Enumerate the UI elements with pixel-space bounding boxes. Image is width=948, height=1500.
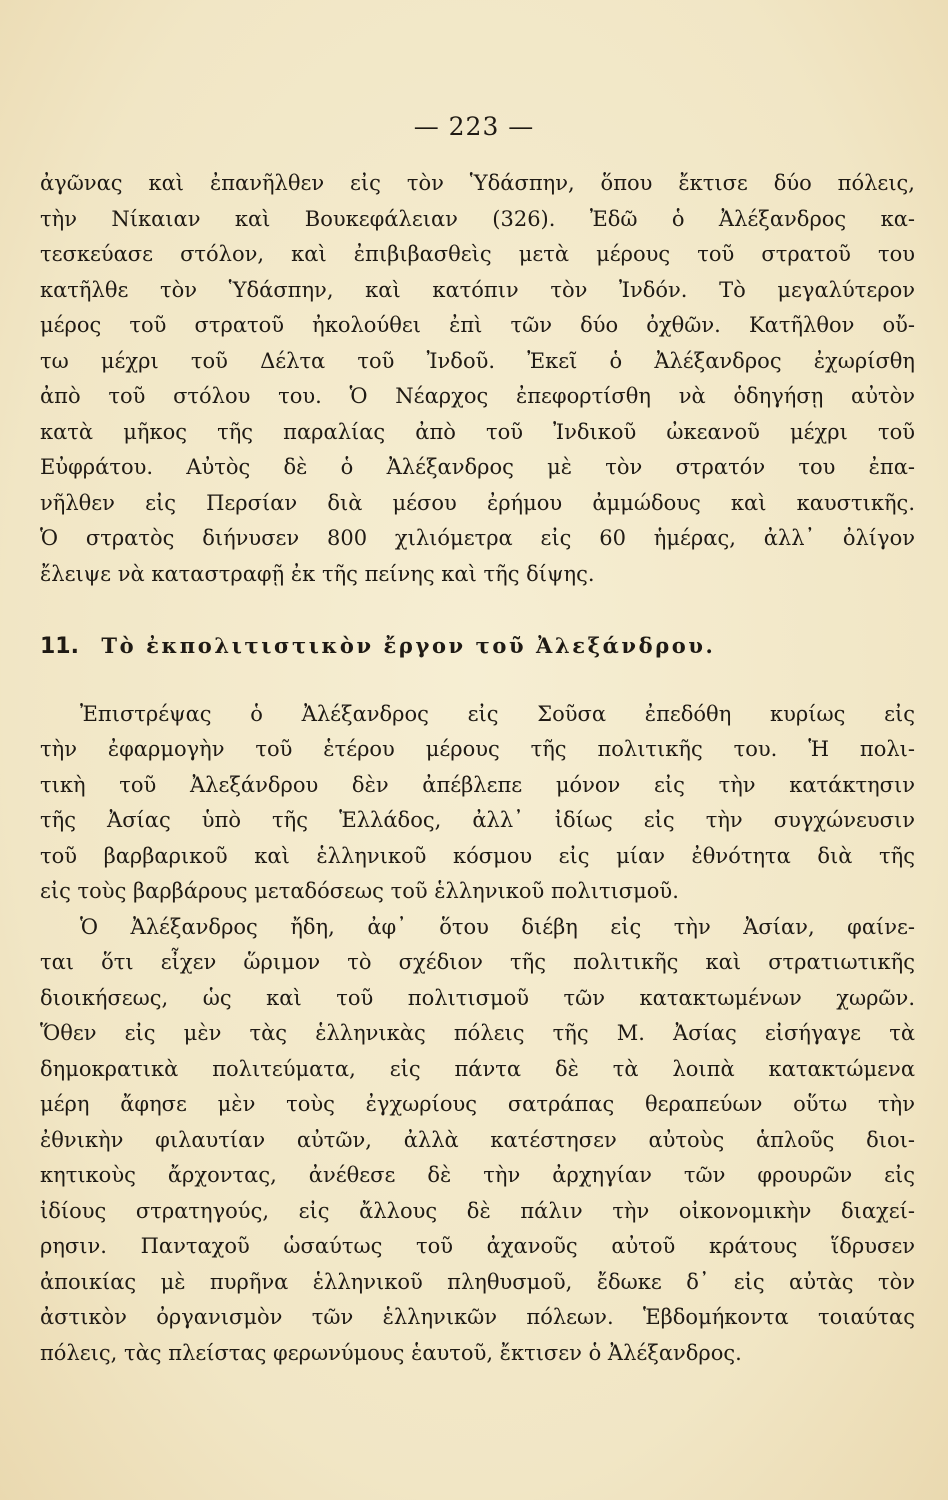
page-body [40, 166, 915, 1371]
text-line: κητικοὺς ἄρχοντας, ἀνέθεσε δὲ τὴν ἀρχηγίαν τῶν φρουρῶν εἰς [40, 1163, 915, 1188]
text-line: ἀποικίας μὲ πυρῆνα ἑλληνικοῦ πληθυσμοῦ, ἔδωκε δ᾽ εἰς αὐτὰς τὸν [40, 1269, 915, 1294]
text-line: ἀστικὸν ὀργανισμὸν τῶν ἑλληνικῶν πόλεων. Ἑβδομήκοντα τοιαύτας [40, 1305, 915, 1330]
text-line: Ἐπιστρέψας ὁ Ἀλέξανδρος εἰς Σοῦσα ἐπεδόθη κυρίως εἰς [80, 701, 915, 726]
text-line: διοικήσεως, ὡς καὶ τοῦ πολιτισμοῦ τῶν κατακτωμένων χωρῶν. [40, 985, 915, 1010]
text-line: Ὅθεν εἰς μὲν τὰς ἑλληνικὰς πόλεις τῆς Μ. Ἀσίας εἰσήγαγε τὰ [40, 1021, 915, 1046]
text-line: ἔλειψε νὰ καταστραφῇ ἐκ τῆς πείνης καὶ τῆς δίψης. [40, 561, 595, 586]
text-line: τω μέχρι τοῦ Δέλτα τοῦ Ἰνδοῦ. Ἐκεῖ ὁ Ἀλέξανδρος ἐχωρίσθη [40, 348, 915, 373]
text-line: πόλεις, τὰς πλείστας φερωνύμους ἑαυτοῦ, ἔκτισεν ὁ Ἀλέξανδρος. [40, 1340, 742, 1365]
paragraph [40, 697, 915, 910]
text-line: εἰς τοὺς βαρβάρους μεταδόσεως τοῦ ἑλληνικοῦ πολιτισμοῦ. [40, 879, 679, 904]
paragraph [40, 910, 915, 1372]
text-line: μέρη ἄφησε μὲν τοὺς ἐγχωρίους σατράπας θεραπεύων οὕτω τὴν [40, 1092, 915, 1117]
text-line: δημοκρατικὰ πολιτεύματα, εἰς πάντα δὲ τὰ λοιπὰ κατακτώμενα [40, 1056, 915, 1081]
section-number: 11. [40, 633, 79, 659]
text-line: Ὁ στρατὸς διήνυσεν 800 χιλιόμετρα εἰς 60 ἡμέρας, ἀλλ᾽ ὀλίγον [40, 526, 915, 550]
text-line: ἐθνικὴν φιλαυτίαν αὐτῶν, ἀλλὰ κατέστησεν αὐτοὺς ἁπλοῦς διοι- [40, 1127, 915, 1152]
section-title: Τὸ ἐκπολιτιστικὸν ἔργον τοῦ Ἀλεξάνδρου. [101, 632, 716, 658]
text-line: ἰδίους στρατηγούς, εἰς ἄλλους δὲ πάλιν τὴν οἰκονομικὴν διαχεί- [40, 1198, 915, 1223]
paragraph [40, 166, 915, 592]
text-line: ἀπὸ τοῦ στόλου του. Ὁ Νέαρχος ἐπεφορτίσθη νὰ ὁδηγήσῃ αὐτὸν [40, 384, 915, 408]
text-line: κατῆλθε τὸν Ὑδάσπην, καὶ κατόπιν τὸν Ἰνδόν. Τὸ μεγαλύτερον [40, 277, 915, 302]
text-line: ἀγῶνας καὶ ἐπανῆλθεν εἰς τὸν Ὑδάσπην, ὅπου ἔκτισε δύο πόλεις, [40, 171, 915, 195]
text-line: ρησιν. Πανταχοῦ ὡσαύτως τοῦ ἀχανοῦς αὐτοῦ κράτους ἵδρυσεν [40, 1234, 915, 1259]
page-number: — 223 — [413, 112, 535, 141]
text-line: Ὁ Ἀλέξανδρος ἤδη, ἀφ᾽ ὅτου διέβη εἰς τὴν Ἀσίαν, φαίνε- [80, 914, 915, 939]
text-line: ται ὅτι εἶχεν ὥριμον τὸ σχέδιον τῆς πολιτικῆς καὶ στρατιωτικῆς [40, 950, 915, 975]
text-line: μέρος τοῦ στρατοῦ ἠκολούθει ἐπὶ τῶν δύο ὀχθῶν. Κατῆλθον οὔ- [40, 313, 915, 337]
text-line: νῆλθεν εἰς Περσίαν διὰ μέσου ἐρήμου ἀμμώδους καὶ καυστικῆς. [40, 490, 915, 515]
section-heading [40, 612, 915, 677]
text-line: τεσκεύασε στόλον, καὶ ἐπιβιβασθεὶς μετὰ μέρους τοῦ στρατοῦ του [40, 242, 915, 266]
text-line: κατὰ μῆκος τῆς παραλίας ἀπὸ τοῦ Ἰνδικοῦ ὠκεανοῦ μέχρι τοῦ [40, 419, 915, 444]
text-line: τικὴ τοῦ Ἀλεξάνδρου δὲν ἀπέβλεπε μόνον εἰς τὴν κατάκτησιν [40, 772, 915, 797]
text-line: τῆς Ἀσίας ὑπὸ τῆς Ἑλλάδος, ἀλλ᾽ ἰδίως εἰς τὴν συγχώνευσιν [40, 808, 915, 833]
text-line: τὴν ἐφαρμογὴν τοῦ ἑτέρου μέρους τῆς πολιτικῆς του. Ἡ πολι- [40, 737, 915, 762]
text-line: τὴν Νίκαιαν καὶ Βουκεφάλειαν (326). Ἐδῶ ὁ Ἀλέξανδρος κα- [40, 206, 915, 231]
text-line: τοῦ βαρβαρικοῦ καὶ ἑλληνικοῦ κόσμου εἰς μίαν ἐθνότητα διὰ τῆς [40, 843, 915, 868]
text-line: Εὐφράτου. Αὐτὸς δὲ ὁ Ἀλέξανδρος μὲ τὸν στρατόν του ἐπα- [40, 455, 915, 479]
